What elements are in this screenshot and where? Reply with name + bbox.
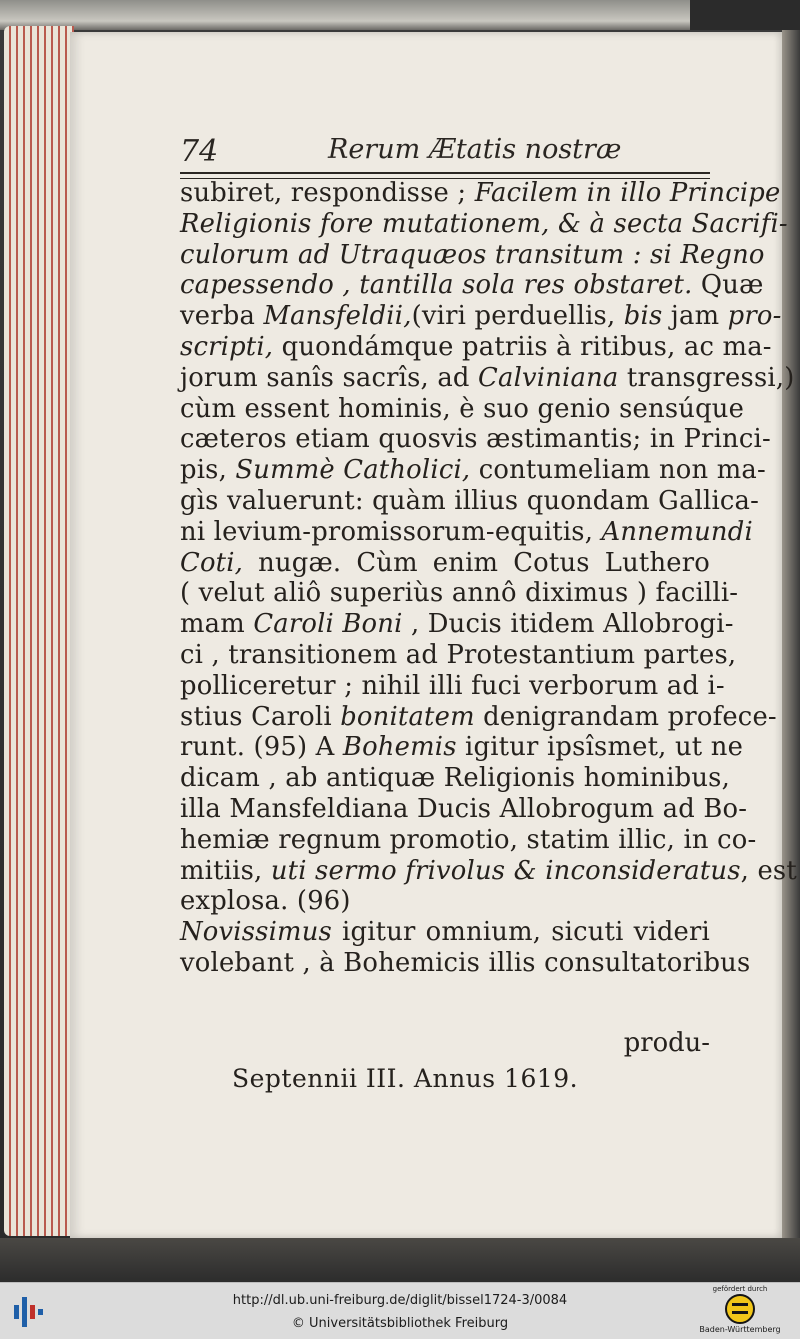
text-line bbox=[180, 178, 781, 209]
text-line bbox=[180, 701, 777, 733]
text-run: transgressi,) bbox=[618, 362, 795, 393]
text-run: hemiæ regnum promotio, statim illic, in co- bbox=[180, 824, 757, 855]
text-run: subiret, respondisse ; bbox=[180, 178, 475, 208]
page-header bbox=[180, 130, 710, 170]
text-line bbox=[180, 917, 710, 948]
italic-text-run: Coti, bbox=[180, 547, 244, 578]
italic-text-run: Annemundi bbox=[601, 516, 753, 547]
text-run: explosa. (96) bbox=[180, 886, 351, 917]
text-line bbox=[180, 455, 766, 486]
permalink-url[interactable]: http://dl.ub.uni-freiburg.de/diglit/bissel1724-3/0084 bbox=[232, 1293, 568, 1308]
text-line bbox=[180, 208, 788, 240]
text-run: Quæ bbox=[692, 270, 764, 301]
sponsor-caption: gefördert durch bbox=[712, 1285, 768, 1293]
text-line bbox=[180, 824, 757, 856]
italic-text-run: Caroli Boni bbox=[253, 609, 403, 640]
text-line bbox=[180, 763, 731, 794]
italic-text-run: bonitatem bbox=[340, 701, 475, 732]
body-text bbox=[180, 178, 797, 979]
text-run: gìs valuerunt: quàm illius quondam Gallica- bbox=[180, 485, 760, 516]
text-run: , est bbox=[740, 855, 797, 886]
text-line bbox=[180, 548, 710, 579]
text-line bbox=[180, 670, 725, 702]
text-line bbox=[180, 331, 772, 363]
text-run: ci , transitionem ad Protestantium partes, bbox=[180, 639, 737, 670]
text-line bbox=[180, 855, 797, 887]
text-run: denigrandam profece- bbox=[474, 701, 777, 732]
catchword: produ- bbox=[623, 1028, 710, 1058]
text-line bbox=[180, 793, 748, 825]
italic-text-run: uti sermo frivolus & inconsideratus bbox=[270, 855, 741, 886]
italic-text-run: Mansfeldii, bbox=[263, 301, 412, 332]
text-line bbox=[180, 485, 760, 517]
text-run: jam bbox=[662, 301, 728, 332]
italic-text-run: capessendo , tantilla sola res obstaret. bbox=[180, 270, 693, 301]
signature-line: Septennii III. Annus 1619. bbox=[232, 1064, 579, 1093]
running-head: Rerum Ætatis nostræ bbox=[328, 134, 622, 165]
text-run: ni levium-promissorum-equitis, bbox=[180, 516, 602, 547]
sponsor-badge[interactable] bbox=[690, 1285, 790, 1339]
text-line bbox=[180, 516, 753, 548]
text-line bbox=[180, 270, 764, 301]
text-run: runt. (95) A bbox=[180, 732, 343, 763]
copyright-notice: © Universitätsbibliothek Freiburg bbox=[291, 1316, 509, 1331]
text-line bbox=[180, 393, 745, 425]
text-run: , Ducis itidem Allobrogi- bbox=[402, 609, 734, 640]
italic-text-run: Summè Catholici, bbox=[235, 455, 471, 486]
text-run: volebant , à Bohemicis illis consultatoribus bbox=[180, 947, 751, 978]
text-line bbox=[180, 578, 739, 609]
text-line bbox=[180, 301, 782, 332]
italic-text-run: Religionis fore mutationem, & à secta Sacrifi- bbox=[180, 208, 788, 239]
text-run: quondámque patriis à ritibus, ac ma- bbox=[273, 331, 772, 362]
text-run: pis, bbox=[180, 455, 236, 486]
text-run: ( velut aliô superiùs annô diximus ) facilli- bbox=[180, 578, 739, 609]
italic-text-run: Facilem in illo Principe bbox=[474, 178, 781, 208]
italic-text-run: bis bbox=[623, 301, 663, 332]
italic-text-run: Bohemis bbox=[342, 732, 457, 763]
italic-text-run: scripti, bbox=[180, 331, 274, 362]
text-run: jorum sanîs sacrîs, ad bbox=[180, 362, 479, 393]
text-line bbox=[180, 424, 771, 455]
sponsor-name: Baden-Württemberg bbox=[699, 1325, 781, 1334]
italic-text-run: culorum ad Utraquæos transitum : si Regno bbox=[180, 239, 765, 270]
text-run: igitur omnium, sicuti videri bbox=[331, 917, 710, 948]
italic-text-run: pro- bbox=[727, 301, 782, 332]
text-line bbox=[180, 239, 765, 271]
text-run: contumeliam non ma- bbox=[470, 455, 766, 486]
text-run: cùm essent hominis, è suo genio sensúque bbox=[180, 393, 745, 424]
text-line bbox=[180, 639, 737, 671]
italic-text-run: Novissimus bbox=[180, 917, 332, 948]
text-line bbox=[180, 886, 710, 917]
stacked-page-edges bbox=[4, 26, 74, 1236]
text-run: illa Mansfeldiana Ducis Allobrogum ad Bo- bbox=[180, 793, 748, 824]
book-binding-corner bbox=[690, 0, 800, 30]
book-bottom-edge bbox=[0, 1238, 800, 1282]
text-run: cæteros etiam quosvis æstimantis; in Princi- bbox=[180, 424, 771, 455]
text-run: stius Caroli bbox=[180, 701, 341, 732]
state-emblem-icon bbox=[725, 1294, 755, 1324]
book-top-edge bbox=[0, 0, 800, 30]
text-line bbox=[180, 947, 751, 979]
text-line bbox=[180, 732, 744, 763]
text-run: polliceretur ; nihil illi fuci verborum ad i- bbox=[180, 670, 725, 701]
text-run: verba bbox=[180, 301, 264, 332]
viewer-footer-bar bbox=[0, 1282, 800, 1339]
text-run: igitur ipsîsmet, ut ne bbox=[456, 732, 744, 763]
text-run: dicam , ab antiquæ Religionis hominibus, bbox=[180, 763, 731, 794]
italic-text-run: Calviniana bbox=[478, 362, 619, 393]
text-run: mitiis, bbox=[180, 855, 271, 886]
text-run: (viri perduellis, bbox=[411, 301, 624, 332]
text-run: mam bbox=[180, 609, 254, 640]
text-line bbox=[180, 362, 795, 394]
text-run: nugæ. Cùm enim Cotus Luthero bbox=[243, 547, 710, 578]
page-number: 74 bbox=[180, 134, 219, 169]
text-line bbox=[180, 609, 734, 640]
